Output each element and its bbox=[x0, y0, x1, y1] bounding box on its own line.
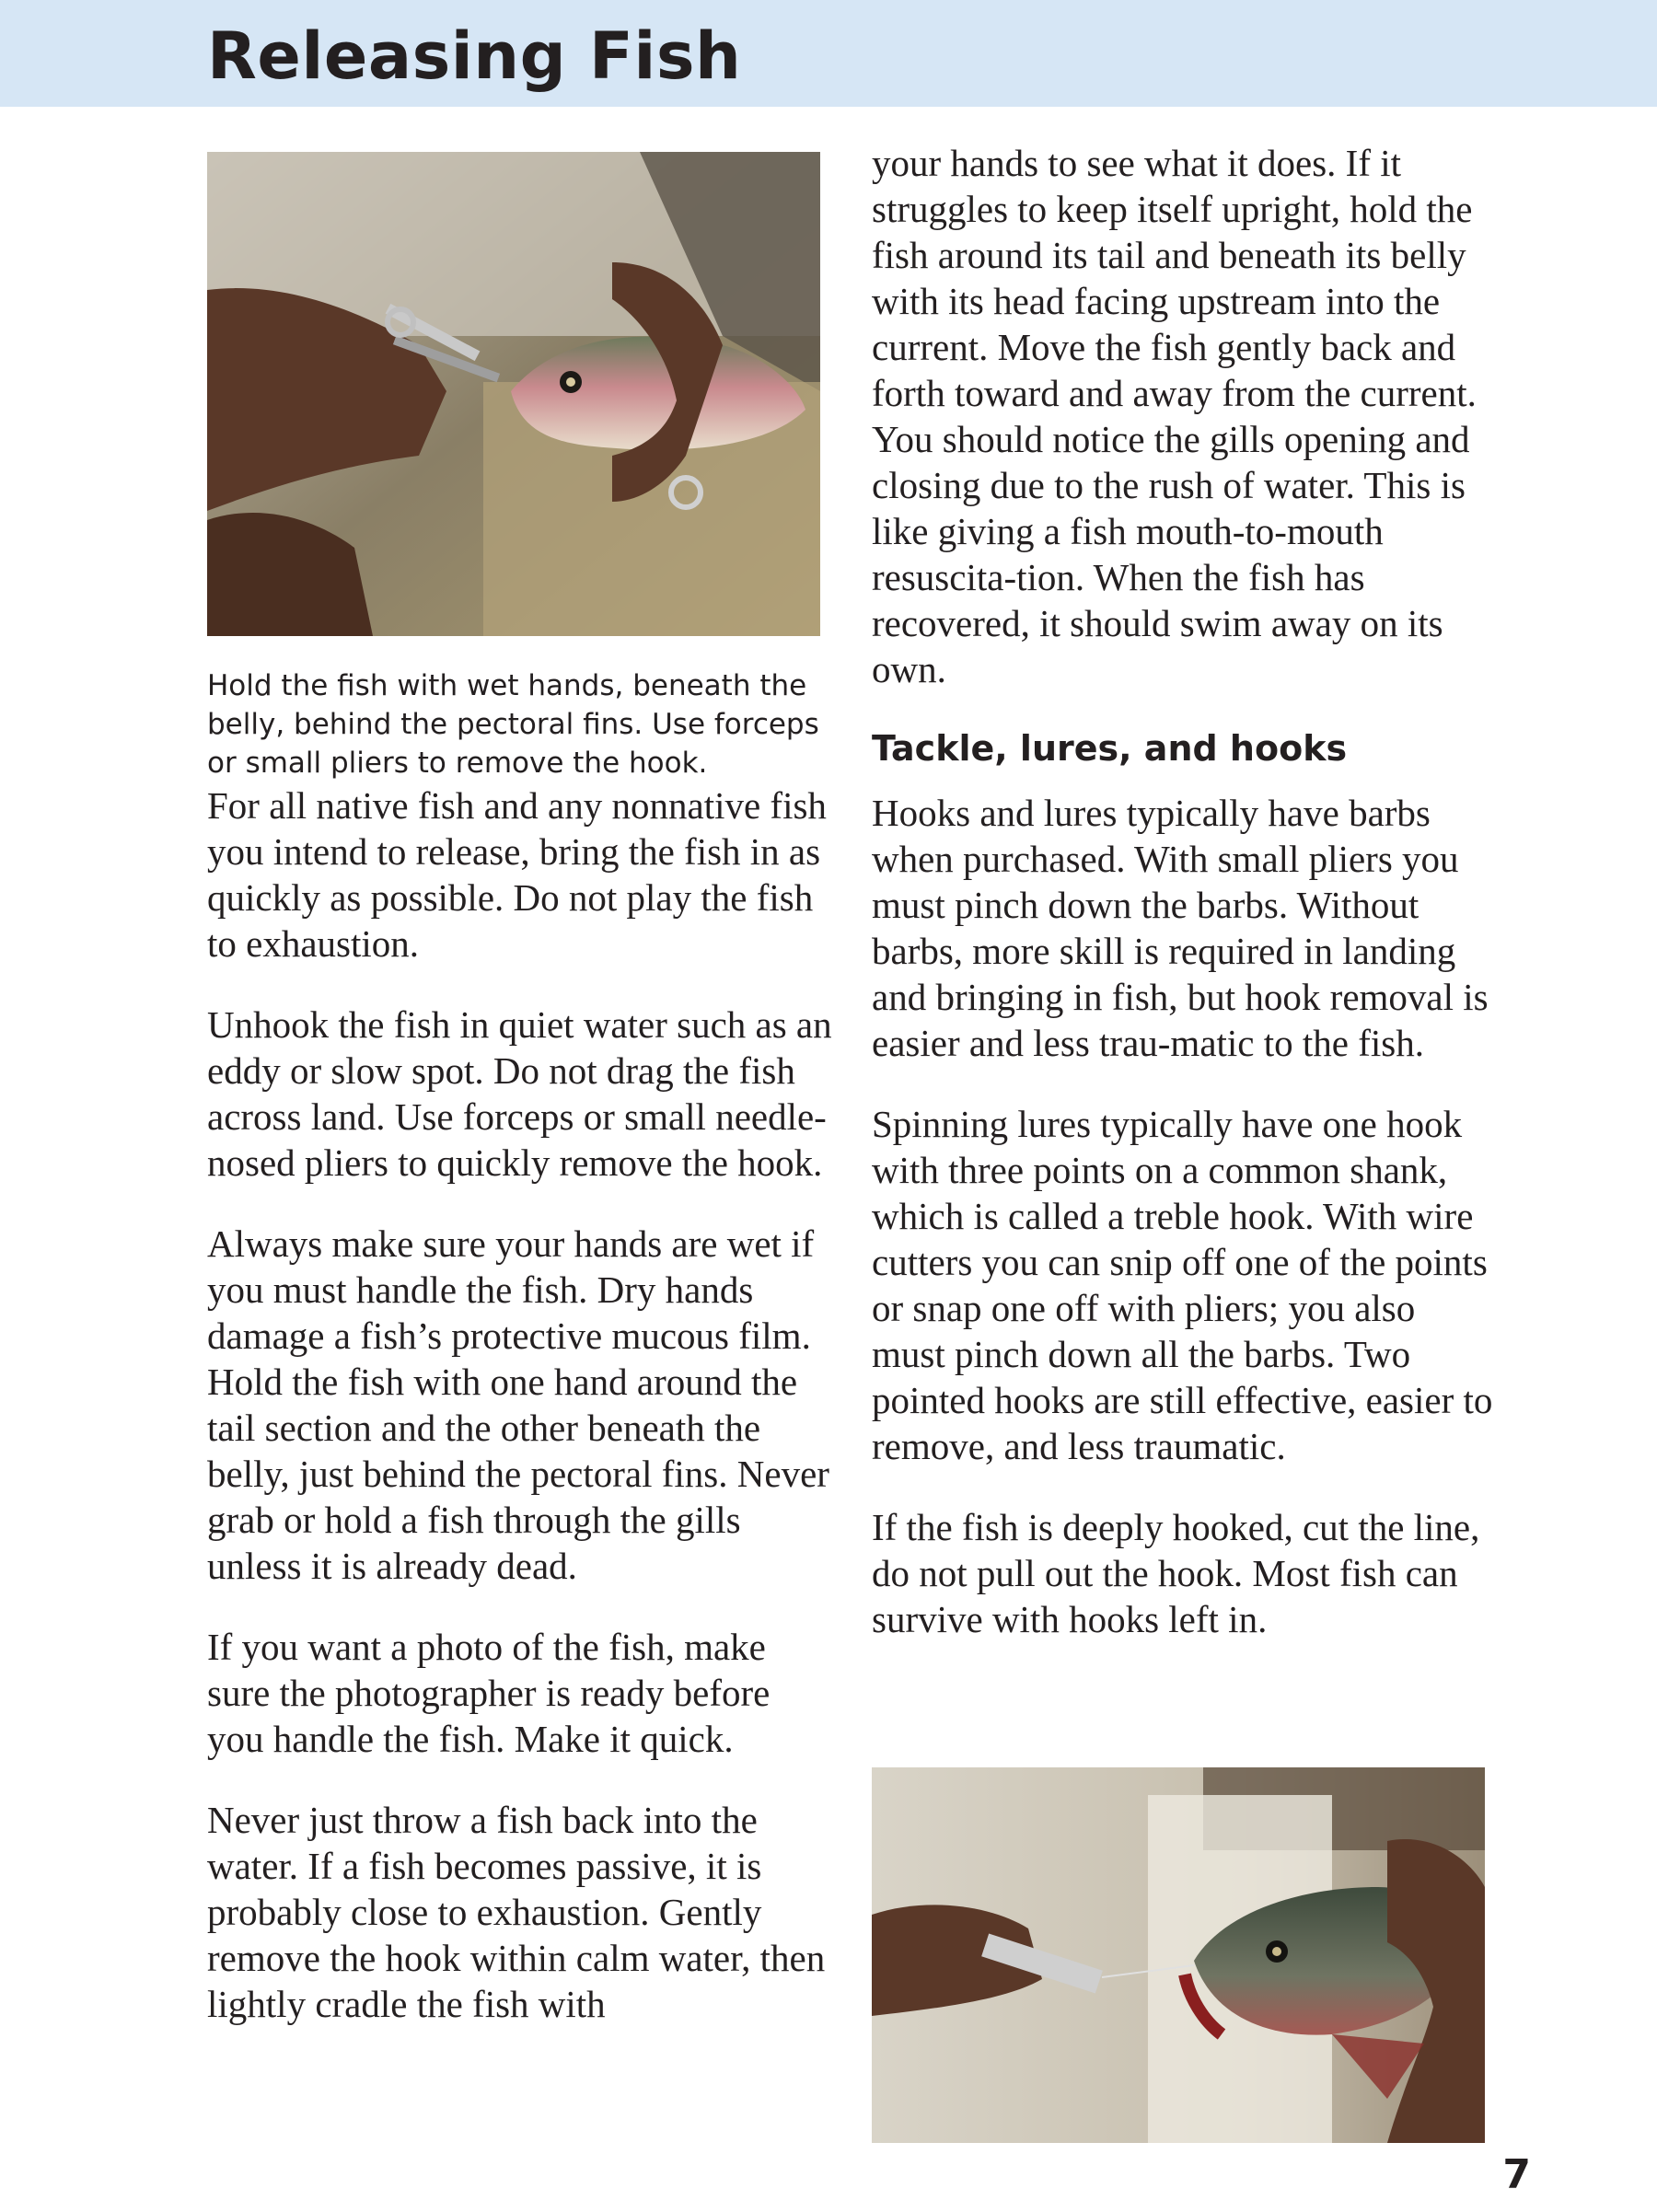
photo-caption: Hold the fish with wet hands, beneath the belly, behind the pectoral fins. Use forceps or small pliers to remove the hook. bbox=[207, 669, 819, 780]
paragraph-bring-fish-in: For all native fish and any nonnative fish you intend to release, bring the fish in as quickly as possible. Do not play the fish to exhaustion. bbox=[207, 784, 827, 965]
paragraph-deeply-hooked: If the fish is deeply hooked, cut the line, do not pull out the hook. Most fish can survive with hooks left in. bbox=[872, 1506, 1480, 1640]
paragraph-never-throw: Never just throw a fish back into the water. If a fish becomes passive, it is probably close to exhaustion. Gently remove the hook within calm water, then lightly cradle the fish with bbox=[207, 1799, 826, 2025]
left-column bbox=[207, 152, 833, 2062]
paragraph-photo-quick: If you want a photo of the fish, make sure the photographer is ready before you handle the fish. Make it quick. bbox=[207, 1626, 771, 1760]
page-number: 7 bbox=[1502, 2151, 1531, 2198]
right-column bbox=[872, 140, 1498, 1677]
paragraph-unhook-quiet-water: Unhook the fish in quiet water such as an eddy or slow spot. Do not drag the fish across land. Use forceps or small needle-nosed pliers to quickly remove the hook. bbox=[207, 1003, 832, 1184]
page-title: Releasing Fish bbox=[207, 18, 742, 94]
section-heading-tackle: Tackle, lures, and hooks bbox=[872, 728, 1348, 769]
paragraph-continued-cradle: your hands to see what it does. If it struggles to keep itself upright, hold the fish around its tail and beneath its belly with its head facing upstream into the current. Move the fish gently back and forth toward and away from the current. You should notice the gills opening and closing due to the rush of water. This is like giving a fish mouth-to-mouth resuscita-tion. When the fish has recovered, it should swim away on its own. bbox=[872, 142, 1477, 690]
fish-line-clipping-photo bbox=[872, 1767, 1485, 2143]
paragraph-barbs: Hooks and lures typically have barbs when purchased. With small pliers you must pinch down the barbs. Without barbs, more skill is required in landing and bringing in fish, but hook removal is easier and less trau-matic to the fish. bbox=[872, 792, 1489, 1064]
fish-unhooking-photo bbox=[207, 152, 820, 636]
paragraph-wet-hands: Always make sure your hands are wet if you must handle the fish. Dry hands damage a fish’s protective mucous film. Hold the fish with one hand around the tail section and the other beneath the belly, just behind the pectoral fins. Never grab or hold a fish through the gills unless it is already dead. bbox=[207, 1222, 829, 1587]
paragraph-treble-hook: Spinning lures typically have one hook with three points on a common shank, which is called a treble hook. With wire cutters you can snip off one of the points or snap one off with pliers; you also must pinch down all the barbs. Two pointed hooks are still effective, easier to remove, and less traumatic. bbox=[872, 1103, 1493, 1467]
